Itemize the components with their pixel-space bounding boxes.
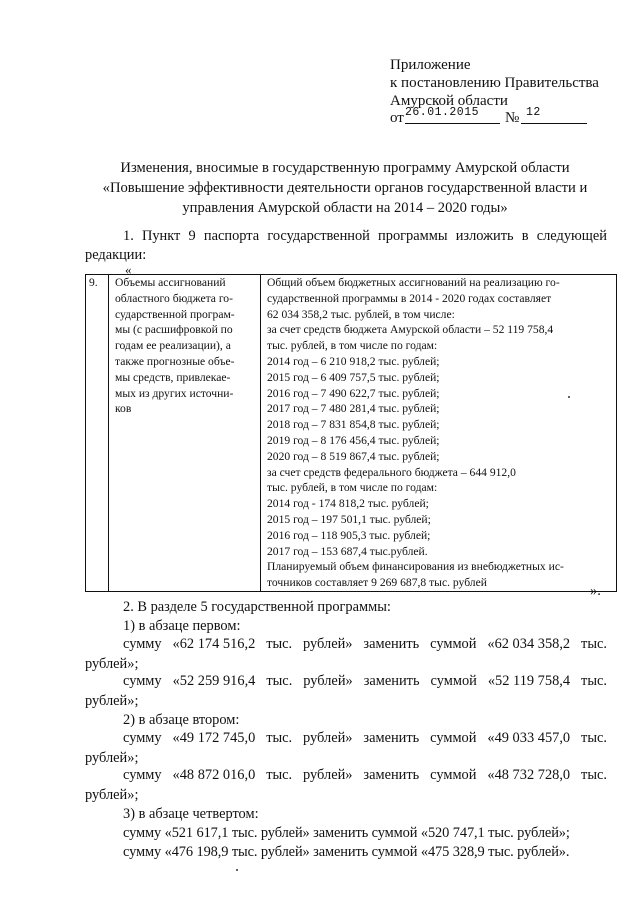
replacement-word: сумму [123, 636, 162, 652]
scan-speck [236, 869, 238, 871]
name-line: мы средств, привлекае- [115, 370, 231, 384]
close-quote: ». [590, 583, 601, 599]
item1-paragraph-line-1 [123, 228, 607, 245]
value-line: за счет средств федерального бюджета – 644 912,0 [267, 465, 516, 479]
subitem-1-heading: 1) в абзаце первом: [123, 618, 241, 634]
value-line: 62 034 358,2 тыс. рублей, в том числе: [267, 307, 455, 321]
value-line: 2020 год – 8 519 867,4 тыс. рублей; [267, 449, 440, 463]
value-line: Планируемый объем финансирования из внебюджетных ис- [267, 560, 564, 574]
replacement-word: рублей» [303, 730, 353, 746]
replacement-line-end: рублей»; [85, 656, 139, 672]
name-line: областного бюджета го- [115, 291, 233, 305]
value-line: 2018 год – 7 831 854,8 тыс. рублей; [267, 418, 440, 432]
item1-word: государственной [267, 228, 370, 244]
replacement-word: рублей» [303, 767, 353, 783]
value-line: 2016 год – 7 490 622,7 тыс. рублей; [267, 386, 440, 400]
table-cell-value [261, 275, 617, 592]
replacement-line-end: рублей»; [85, 787, 139, 803]
value-line: сударственной программы в 2014 - 2020 годах составляет [267, 291, 552, 305]
replacement-word: «62 174 516,2 [172, 636, 256, 652]
table-row [86, 275, 617, 592]
appendix-label: Приложение [390, 57, 471, 73]
replacement-line: сумму «521 617,1 тыс. рублей» заменить суммой «520 747,1 тыс. рублей»; [123, 825, 570, 841]
value-line: точников составляет 9 269 687,8 тыс. рублей [267, 576, 487, 590]
value-line: 2016 год – 118 905,3 тыс. рублей; [267, 528, 431, 542]
replacement-line: сумму «476 198,9 тыс. рублей» заменить суммой «475 328,9 тыс. рублей». [123, 844, 570, 860]
document-number: 12 [526, 106, 541, 119]
replacement-line [123, 767, 607, 784]
replacement-word: тыс. [266, 767, 293, 783]
replacement-word: суммой [430, 767, 477, 783]
table-cell-name [109, 275, 261, 592]
number-underline [521, 123, 587, 124]
replacement-word: суммой [430, 636, 477, 652]
replacement-word: заменить [363, 673, 420, 689]
item1-word: Пункт [141, 228, 181, 244]
row-number: 9. [89, 276, 98, 289]
replacement-word: суммой [430, 673, 477, 689]
table-cell-number [86, 275, 109, 592]
replacement-word: сумму [123, 673, 162, 689]
replacement-word: сумму [123, 767, 162, 783]
replacement-word: суммой [430, 730, 477, 746]
replacement-word: «49 033 457,0 [487, 730, 571, 746]
replacement-line [123, 730, 607, 747]
item1-word: изложить [455, 228, 514, 244]
value-line: 2017 год – 153 687,4 тыс.рублей. [267, 544, 428, 558]
replacement-word: тыс. [581, 767, 607, 783]
name-line: ков [115, 402, 132, 416]
replacement-word: заменить [363, 636, 420, 652]
open-quote: « [125, 262, 132, 277]
value-line: тыс. рублей, в том числе по годам: [267, 339, 438, 353]
replacement-word: тыс. [266, 636, 293, 652]
value-line: 2015 год – 6 409 757,5 тыс. рублей; [267, 370, 440, 384]
name-line: сударственной програм- [115, 307, 235, 321]
replacement-word: сумму [123, 730, 162, 746]
replacement-word: «52 259 916,4 [172, 673, 256, 689]
document-title-line-3: управления Амурской области на 2014 – 2020 годы» [182, 200, 508, 216]
document-title-line-1: Изменения, вносимые в государственную программу Амурской области [120, 160, 570, 176]
replacement-word: тыс. [266, 730, 293, 746]
subitem-3-heading: 3) в абзаце четвертом: [123, 806, 259, 822]
item1-word: 1. [123, 228, 134, 244]
value-line: 2017 год – 7 480 281,4 тыс. рублей; [267, 402, 440, 416]
replacement-word: «62 034 358,2 [487, 636, 571, 652]
document-date: 26.01.2015 [405, 106, 480, 119]
replacement-word: «49 172 745,0 [172, 730, 256, 746]
appendix-region-line: Амурской области [390, 93, 508, 109]
replacement-word: рублей» [303, 673, 353, 689]
value-line: 2019 год – 8 176 456,4 тыс. рублей; [267, 433, 440, 447]
value-line: 2014 год - 174 818,2 тыс. рублей; [267, 497, 429, 511]
date-prefix: от [390, 110, 404, 126]
replacement-line [123, 636, 607, 653]
item1-word: программы [378, 228, 448, 244]
replacement-line-end: рублей»; [85, 750, 139, 766]
value-line: 2015 год – 197 501,1 тыс. рублей; [267, 512, 431, 526]
item1-paragraph-line-2: редакции: [85, 247, 147, 263]
replacement-word: тыс. [581, 636, 607, 652]
value-line: тыс. рублей, в том числе по годам: [267, 481, 438, 495]
replacement-word: тыс. [266, 673, 293, 689]
name-line: также прогнозные объе- [115, 354, 235, 368]
replacement-line-end: рублей»; [85, 693, 139, 709]
appendix-resolution-line: к постановлению Правительства [390, 75, 599, 91]
value-line: за счет средств бюджета Амурской области – 52 119 758,4 [267, 323, 554, 337]
replacement-word: заменить [363, 767, 420, 783]
replacement-line [123, 673, 607, 690]
item1-word: 9 [188, 228, 196, 244]
date-underline [405, 123, 500, 124]
name-line: Объемы ассигнований [115, 276, 226, 289]
replacement-word: тыс. [581, 730, 607, 746]
replacement-word: рублей» [303, 636, 353, 652]
value-line: Общий объем бюджетных ассигнований на реализацию го- [267, 276, 560, 289]
replacement-word: тыс. [581, 673, 607, 689]
subitem-2-heading: 2) в абзаце втором: [123, 712, 240, 728]
scan-speck [568, 396, 570, 398]
item1-word: в [521, 228, 529, 244]
value-line: 2014 год – 6 210 918,2 тыс. рублей; [267, 354, 440, 368]
number-prefix: № [505, 110, 520, 126]
replacement-word: «48 732 728,0 [487, 767, 571, 783]
replacement-word: «48 872 016,0 [172, 767, 256, 783]
passport-table [85, 274, 617, 592]
name-line: мых из других источни- [115, 386, 234, 400]
replacement-word: заменить [363, 730, 420, 746]
replacement-word: «52 119 758,4 [487, 673, 571, 689]
item1-word: следующей [536, 228, 607, 244]
item1-word: паспорта [203, 228, 260, 244]
name-line: годам ее реализации), а [115, 339, 231, 353]
name-line: мы (с расшифровкой по [115, 323, 233, 337]
document-title-line-2: «Повышение эффективности деятельности органов государственной власти и [102, 180, 588, 196]
section2-heading: 2. В разделе 5 государственной программы: [123, 599, 391, 615]
